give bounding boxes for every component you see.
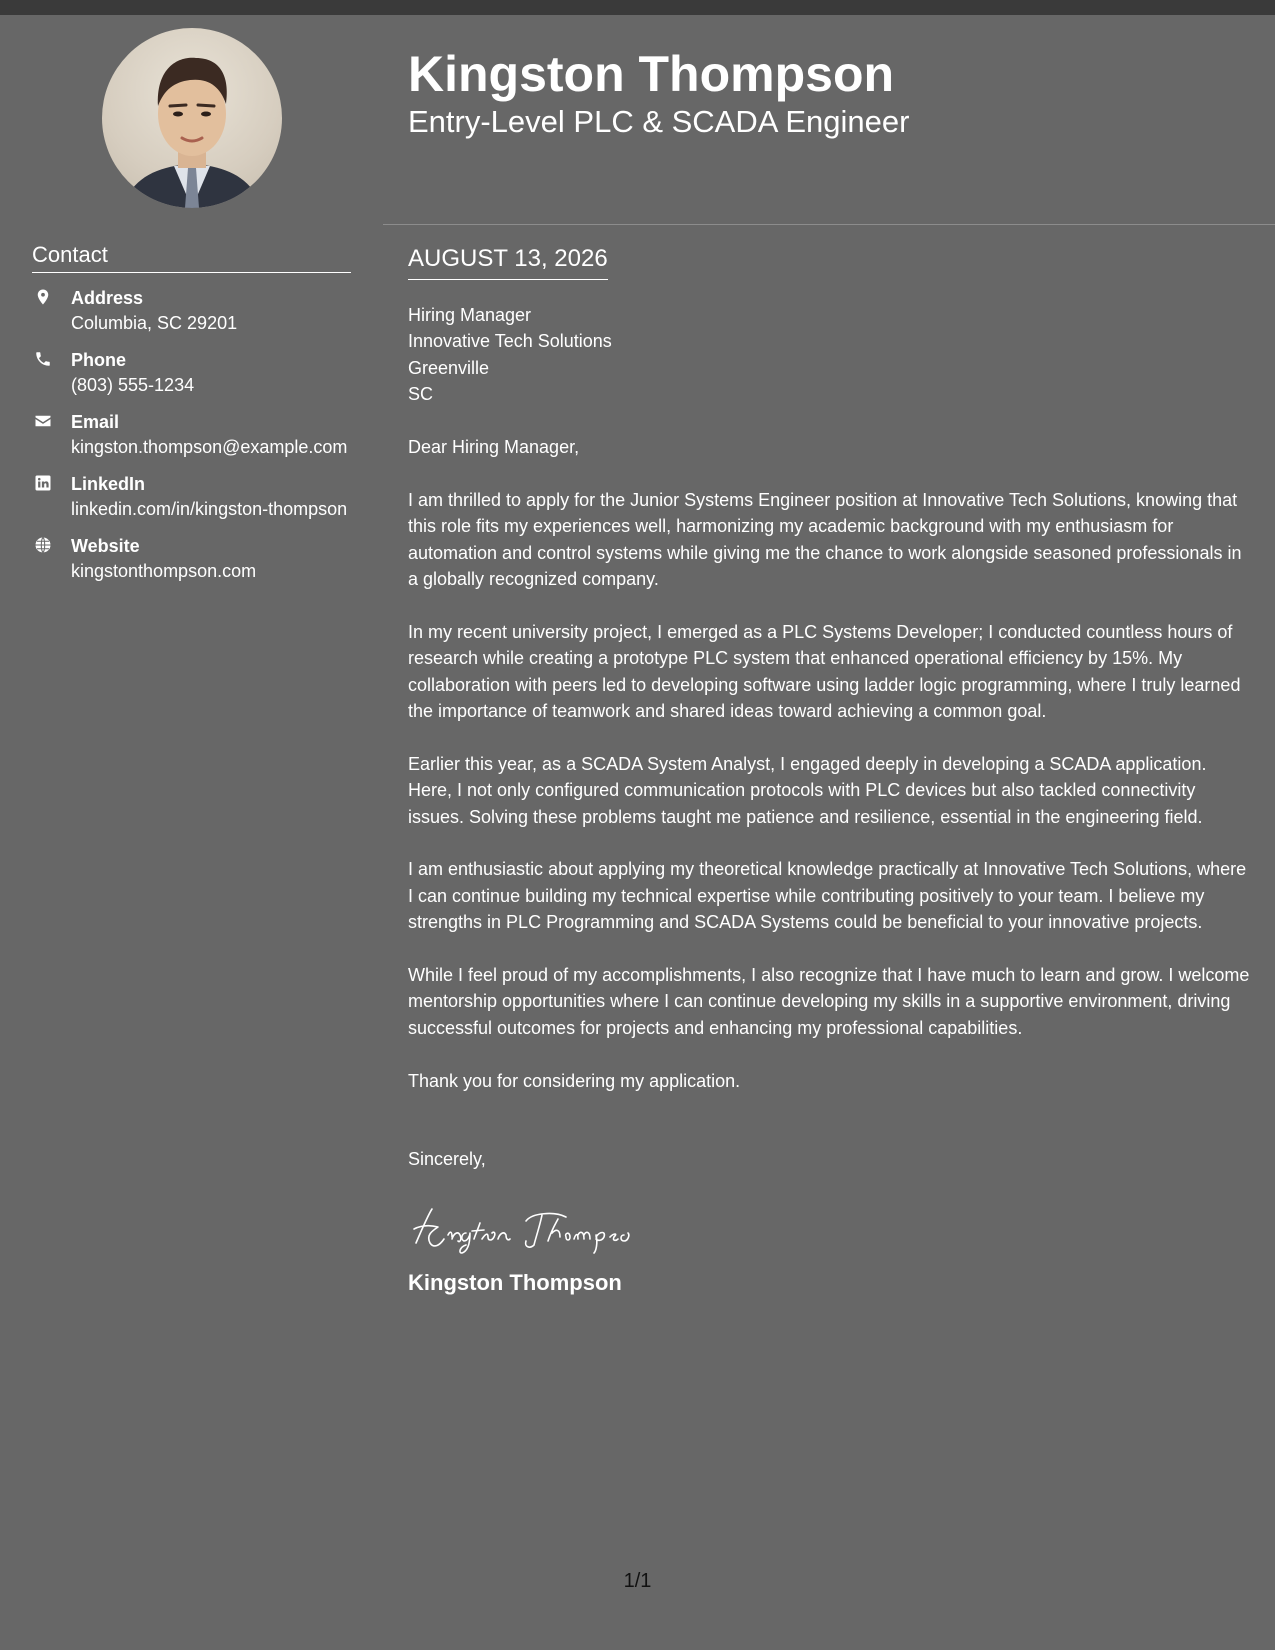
letter-paragraph: I am thrilled to apply for the Junior Systems Engineer position at Innovative Tech Solutions, knowing that this role fits my experiences well, harmonizing my academic background with my enthusiasm for automation and control systems while giving me the chance to work alongside seasoned professionals in a globally recognized company. (408, 489, 1242, 590)
recipient-line: Hiring Manager (408, 305, 532, 325)
recipient-line: SC (408, 384, 434, 405)
contact-value-phone[interactable]: (803) 555-1234 (71, 375, 195, 395)
applicant-name: Kingston Thompson (408, 46, 895, 102)
contact-item-phone (32, 348, 351, 398)
recipient-line: Innovative Tech Solutions (408, 331, 612, 352)
phone-icon (34, 350, 52, 368)
contact-label-linkedin: LinkedIn (71, 474, 146, 494)
letter-date: AUGUST 13, 2026 (408, 244, 608, 280)
header-divider (383, 224, 1275, 225)
profile-photo (102, 28, 282, 208)
letter-body (408, 302, 1253, 1297)
contact-value-email[interactable]: kingston.thompson@example.com (71, 437, 348, 457)
letter-paragraph: While I feel proud of my accomplishments, I also recognize that I have much to learn and grow. I welcome mentorship opportunities where I can continue developing my skills in a supportive environment, driving successful outcomes for projects and enhancing my professional capabilities. (408, 965, 1250, 1038)
linkedin-icon (34, 474, 52, 492)
letter-paragraph: In my recent university project, I emerged as a PLC Systems Developer; I conducted countless hours of research while creating a prototype PLC system that enhanced operational efficiency by 15%. My collaboration with peers led to developing software using ladder logic programming, where I truly learned the importance of teamwork and shared ideas toward achieving a common goal. (408, 621, 1241, 722)
letter-paragraph: I am enthusiastic about applying my theoretical knowledge practically at Innovative Tech Solutions, where I can continue building my technical expertise while contributing positively to your team. I believe my strengths in PLC Programming and SCADA Systems could be beneficial to your innovative projects. (408, 859, 1247, 933)
contact-label-phone: Phone (71, 350, 127, 370)
contact-label-website: Website (71, 536, 140, 556)
page-number: 1/1 (623, 1570, 652, 1592)
closing: Sincerely, (408, 1149, 486, 1170)
recipient-block (408, 302, 1253, 408)
contact-item-email (32, 410, 351, 460)
contact-label-email: Email (71, 412, 120, 432)
job-title: Entry-Level PLC & SCADA Engineer (408, 104, 910, 139)
map-pin-icon (34, 288, 52, 306)
envelope-icon (34, 412, 52, 430)
contact-label-address: Address (71, 288, 144, 308)
handwritten-signature (408, 1199, 670, 1255)
letter-paragraph: Earlier this year, as a SCADA System Analyst, I engaged deeply in developing a SCADA application. Here, I not only configured communication protocols with PLC devices but also tackled connectivity issues. Solving these problems taught me patience and resilience, essential in the engineering field. (408, 753, 1207, 827)
contact-value-linkedin[interactable]: linkedin.com/in/kingston-thompson (71, 499, 348, 519)
contact-item-website (32, 534, 351, 584)
contact-value-address: Columbia, SC 29201 (71, 313, 238, 333)
salutation: Dear Hiring Manager, (408, 437, 580, 458)
top-bar (0, 0, 1275, 15)
contact-value-website[interactable]: kingstonthompson.com (71, 561, 257, 581)
recipient-line: Greenville (408, 357, 490, 378)
contact-list (32, 286, 351, 596)
signed-name: Kingston Thompson (408, 1269, 622, 1295)
contact-item-address (32, 286, 351, 336)
contact-item-linkedin (32, 472, 351, 522)
globe-icon (34, 536, 52, 554)
contact-heading: Contact (32, 242, 351, 273)
letter-paragraph: Thank you for considering my application. (408, 1070, 741, 1091)
